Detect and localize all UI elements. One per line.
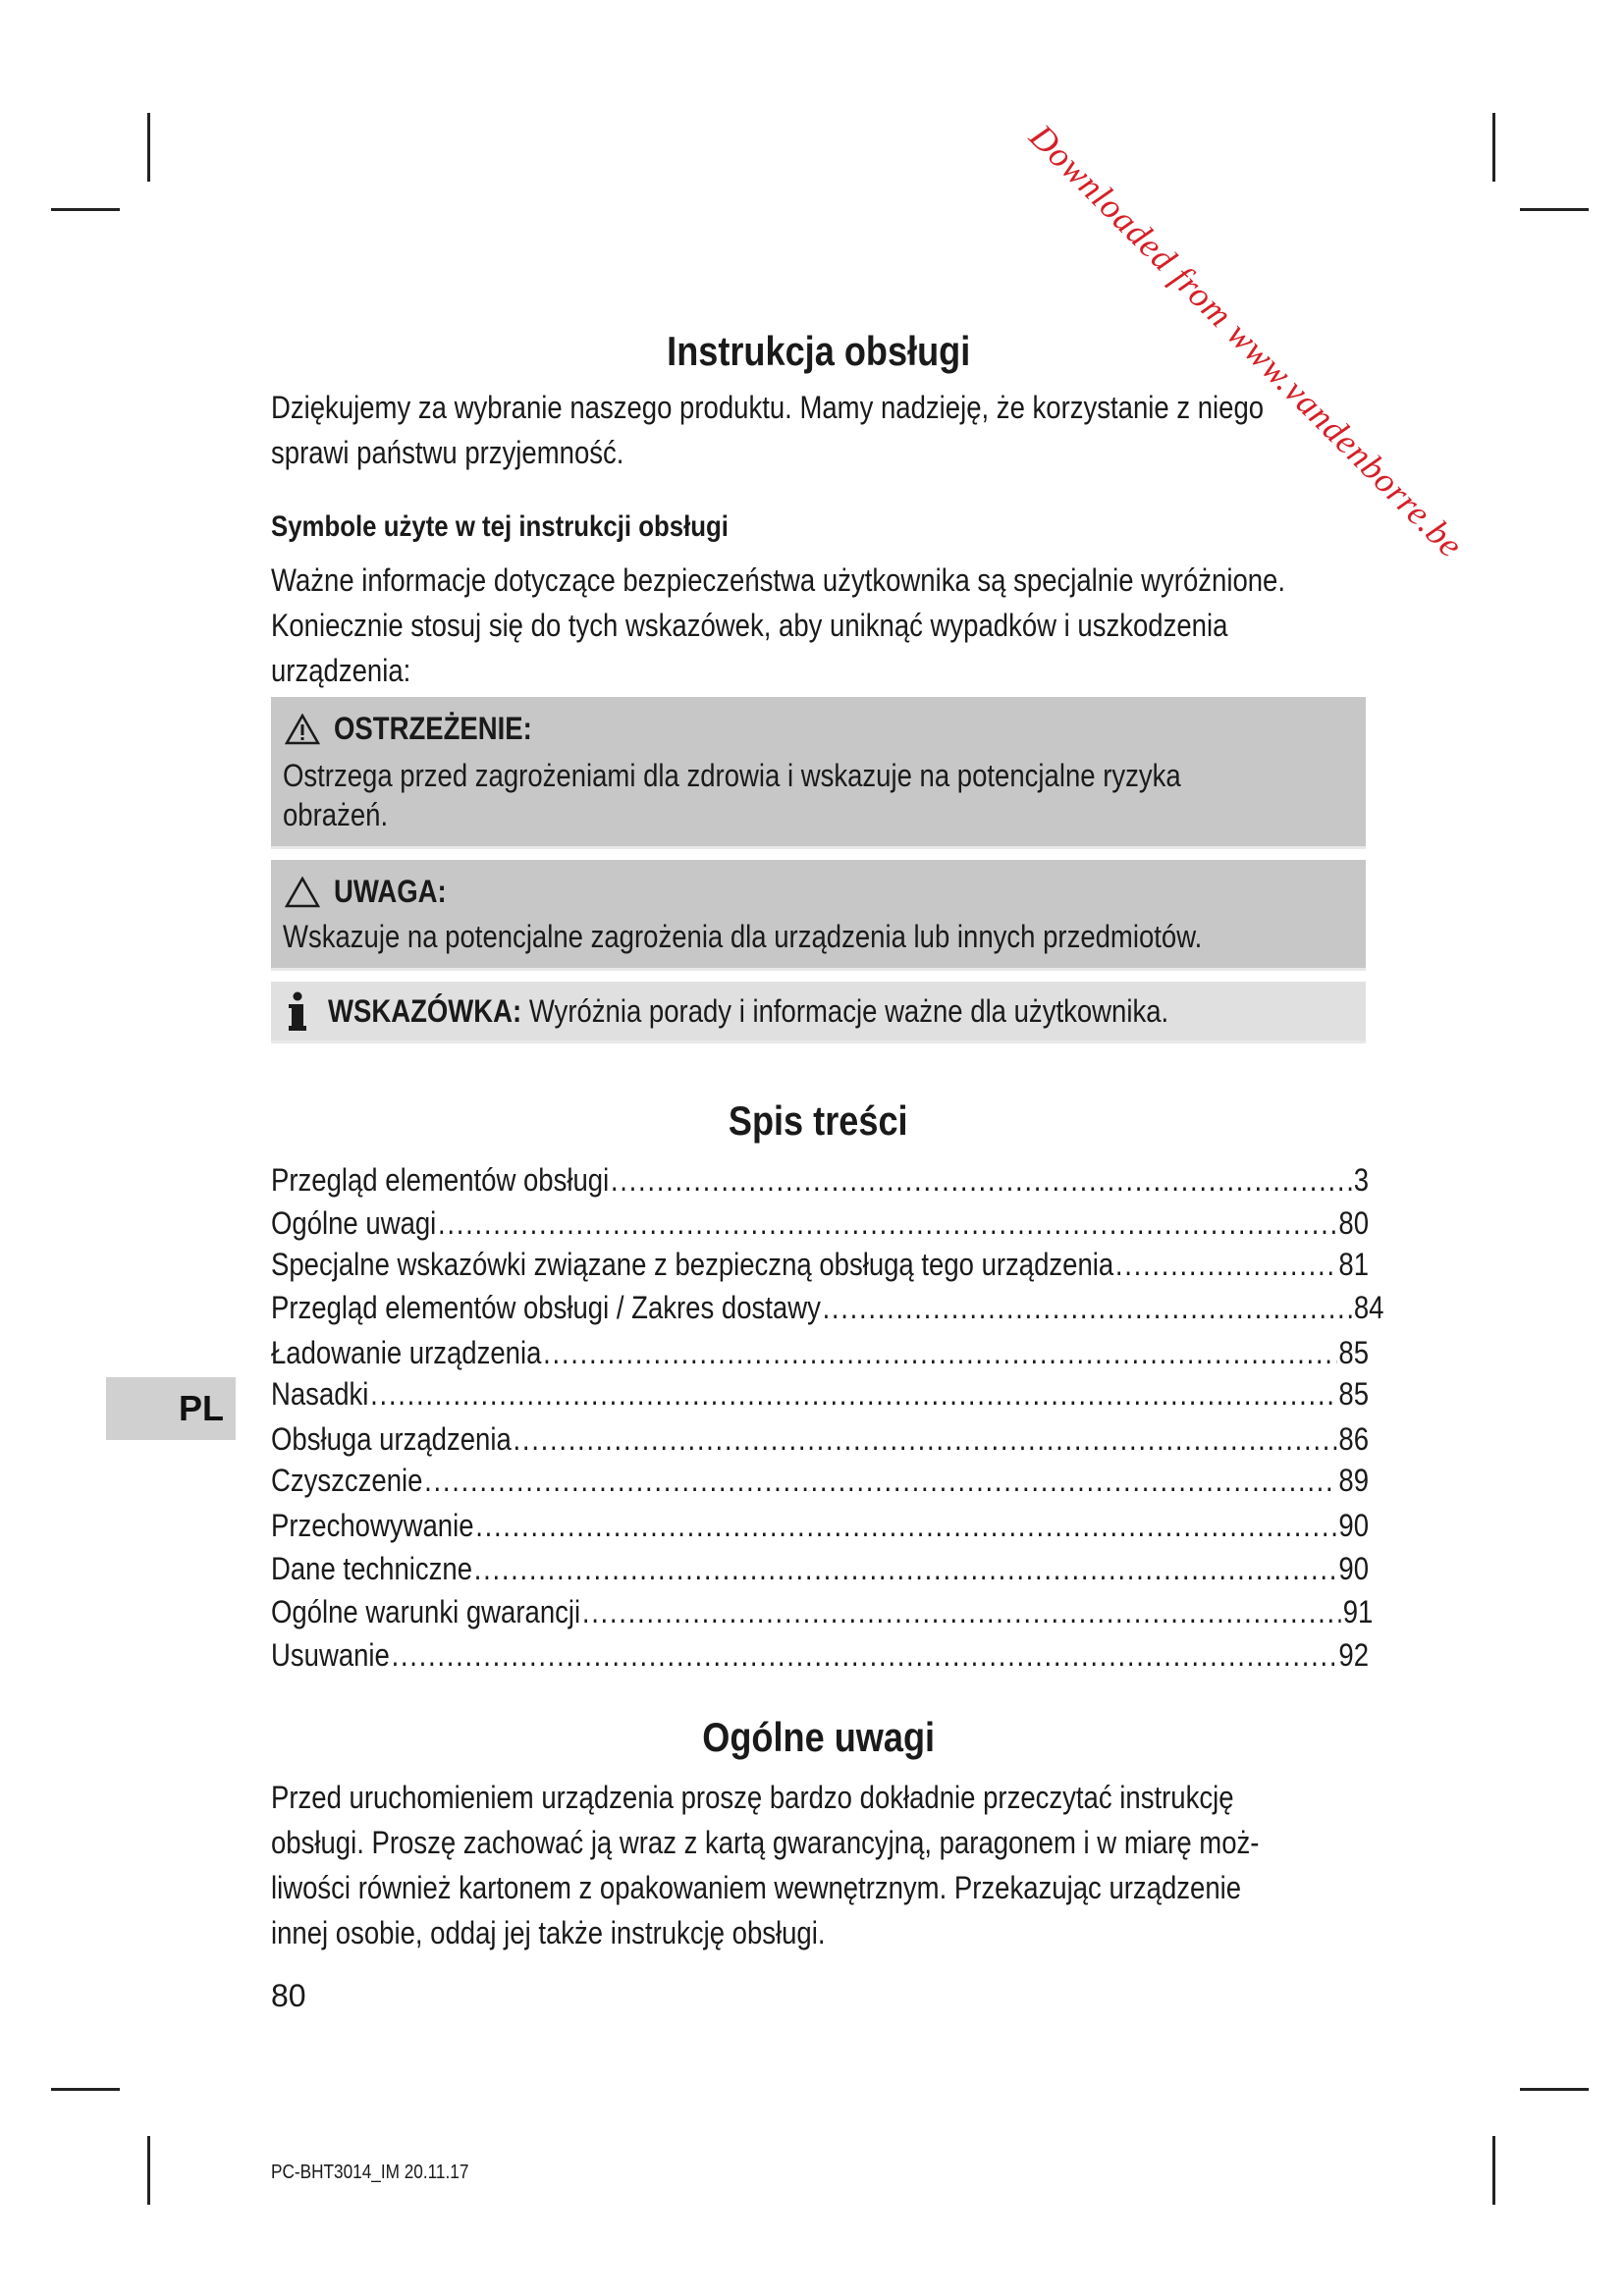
toc-item[interactable]: Ogólne warunki gwarancji ..... 91 bbox=[271, 1592, 1366, 1631]
caution-icon bbox=[285, 877, 320, 908]
caution-title: UWAGA: bbox=[334, 874, 447, 909]
note-box bbox=[271, 982, 1366, 1043]
toc-item[interactable]: Ogólne uwagi ..... 80 bbox=[271, 1203, 1366, 1243]
toc-item[interactable]: Obsługa urządzenia ..... 86 bbox=[271, 1419, 1366, 1459]
caution-box bbox=[271, 860, 1366, 971]
language-tab: PL bbox=[106, 1377, 236, 1440]
caution-text: Wskazuje na potencjalne zagrożenia dla urządzenia lub innych przedmiotów. bbox=[283, 919, 1203, 954]
toc-item[interactable]: Specjalne wskazówki związane z bezpieczną obsługą tego urządzenia ..... 81 bbox=[271, 1245, 1366, 1284]
note-title: WSKAZÓWKA: bbox=[328, 992, 522, 1029]
warning-title: OSTRZEŻENIE: bbox=[334, 711, 532, 746]
toc-item[interactable]: Nasadki ..... 85 bbox=[271, 1374, 1366, 1414]
symbols-paragraph: Ważne informacje dotyczące bezpieczeństwa użytkownika są specjalnie wyróżnione. Koniecznie stosuj się do tych wskazówek, aby uniknąć wypadków i uszkodzenia urządzenia: bbox=[271, 562, 1286, 688]
page-title: Instrukcja obsługi bbox=[666, 328, 971, 374]
warning-icon bbox=[285, 714, 320, 745]
toc-item[interactable]: Ładowanie urządzenia ..... 85 bbox=[271, 1333, 1366, 1372]
note-text: Wyróżnia porady i informacje ważne dla użytkownika. bbox=[528, 992, 1169, 1029]
toc-item[interactable]: Przechowywanie ..... 90 bbox=[271, 1506, 1366, 1545]
crop-mark bbox=[147, 2136, 150, 2205]
warning-text: Ostrzega przed zagrożeniami dla zdrowia i wskazuje na potencjalne ryzyka obrażeń. bbox=[283, 758, 1181, 832]
download-watermark: Downloaded from www.vandenborre.be bbox=[1022, 116, 1472, 565]
print-footer: PC-BHT3014_IM 20.11.17 bbox=[271, 2162, 469, 2183]
info-icon bbox=[289, 991, 306, 1031]
crop-mark bbox=[1492, 2136, 1495, 2205]
intro-paragraph: Dziękujemy za wybranie naszego produktu. Mamy nadzieję, że korzystanie z niego sprawi państwu przyjemność. bbox=[271, 390, 1265, 470]
toc-item[interactable]: Czyszczenie ..... 89 bbox=[271, 1461, 1366, 1500]
toc-heading: Spis treści bbox=[729, 1097, 908, 1144]
page-number: 80 bbox=[271, 1978, 306, 2013]
crop-mark bbox=[51, 208, 120, 211]
symbols-heading: Symbole użyte w tej instrukcji obsługi bbox=[271, 510, 729, 543]
toc-item[interactable]: Przegląd elementów obsługi / Zakres dostawy ..... 84 bbox=[271, 1288, 1366, 1327]
general-notes-heading: Ogólne uwagi bbox=[702, 1714, 935, 1760]
crop-mark bbox=[1520, 2088, 1589, 2091]
toc-item[interactable]: Usuwanie ..... 92 bbox=[271, 1635, 1366, 1675]
crop-mark bbox=[147, 113, 150, 182]
toc-item[interactable]: Dane techniczne ..... 90 bbox=[271, 1549, 1366, 1588]
general-notes-paragraph: Przed uruchomieniem urządzenia proszę bardzo dokładnie przeczytać instrukcję obsługi. Proszę zachować ją wraz z kartą gwarancyjną, paragonem i w miarę moż- liwości również kartonem z opakowaniem wewnętrznym. Przekazując urządzenie innej osobie, oddaj jej także instrukcję obsługi. bbox=[271, 1780, 1260, 1950]
warning-box bbox=[271, 697, 1366, 849]
crop-mark bbox=[1492, 113, 1495, 182]
toc-item[interactable]: Przegląd elementów obsługi ..... 3 bbox=[271, 1160, 1366, 1200]
crop-mark bbox=[51, 2088, 120, 2091]
crop-mark bbox=[1520, 208, 1589, 211]
